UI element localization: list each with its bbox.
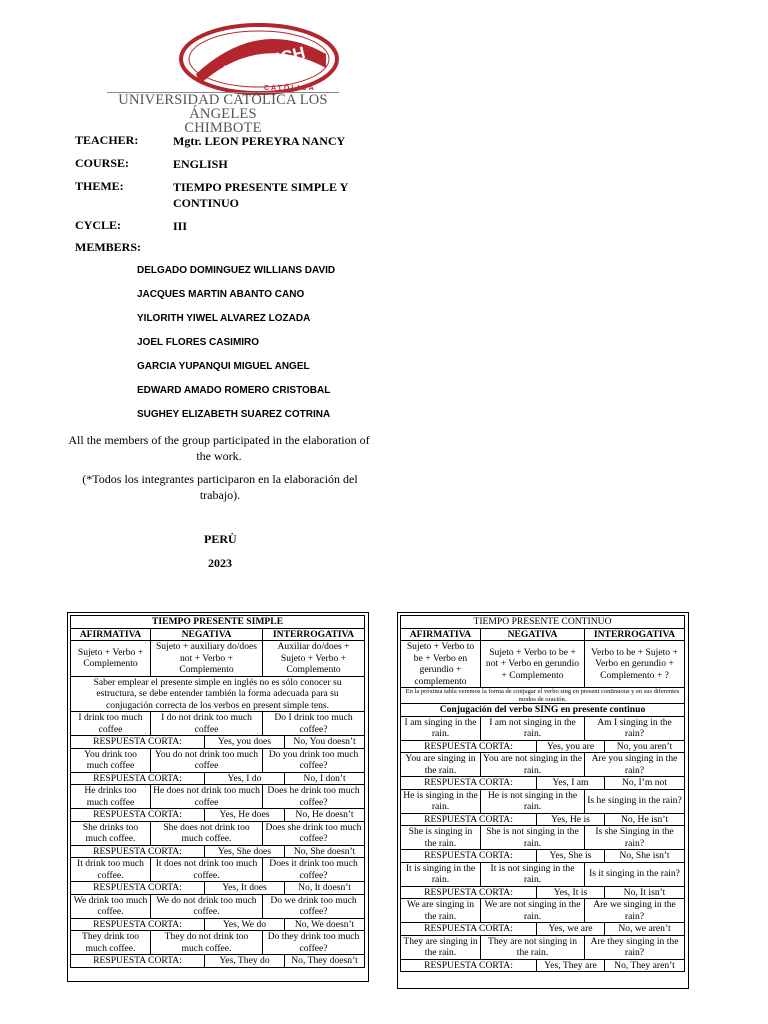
short-answer-row (71, 955, 365, 968)
short-answer-no: No, you aren’t (605, 740, 685, 753)
affirmative-cell: I am singing in the rain. (401, 716, 481, 740)
affirmative-cell: It is singing in the rain. (401, 862, 481, 886)
course-value: ENGLISH (173, 157, 228, 171)
theme-label: THEME: (75, 179, 124, 193)
short-answer-no: No, He isn’t (605, 813, 685, 826)
members-list (137, 263, 335, 431)
university-name (100, 93, 346, 135)
table-note: En la próxima tabla veremos la forma de conjugar el verbo sing en present continuous y en sus diferentes modos de oración. (401, 688, 685, 704)
affirmative-cell: You drink too much coffee (71, 748, 151, 772)
short-answer-row (71, 918, 365, 931)
short-answer-label: RESPUESTA CORTA: (401, 850, 537, 863)
interrogative-cell: Does he drink too much coffee? (263, 785, 365, 809)
formula-negative: Sujeto + auxiliary do/does not + Verbo + Complemento (151, 641, 263, 677)
formula-affirmative: Sujeto + Verbo to be + Verbo en gerundio + complemento (401, 641, 481, 688)
logo-text: ULADECH (221, 42, 308, 82)
table-row (71, 858, 365, 882)
table-row (71, 785, 365, 809)
short-answer-label: RESPUESTA CORTA: (401, 959, 537, 972)
header-interrogative: INTERROGATIVA (263, 628, 365, 641)
member-name: JOEL FLORES CASIMIRO (137, 337, 260, 348)
short-answer-label: RESPUESTA CORTA: (401, 813, 537, 826)
formula-affirmative: Sujeto + Verbo + Complemento (71, 641, 151, 677)
cycle-value: III (173, 219, 188, 233)
simple-rows (71, 712, 365, 968)
negative-cell: She does not drink too much coffee. (151, 821, 263, 845)
affirmative-cell: It drink too much coffee. (71, 858, 151, 882)
short-answer-yes: Yes, They are (537, 959, 605, 972)
short-answer-row (401, 777, 685, 790)
participation-note-english: All the members of the group participated in the elaboration of the work. (68, 433, 370, 463)
negative-cell: It does not drink too much coffee. (151, 858, 263, 882)
header-interrogative: INTERROGATIVA (585, 628, 685, 641)
affirmative-cell: She drinks too much coffee. (71, 821, 151, 845)
short-answer-row (71, 809, 365, 822)
affirmative-cell: He is singing in the rain. (401, 789, 481, 813)
negative-cell: We do not drink too much coffee. (151, 894, 263, 918)
short-answer-row (401, 886, 685, 899)
short-answer-yes: Yes, She is (537, 850, 605, 863)
affirmative-cell: We drink too much coffee. (71, 894, 151, 918)
interrogative-cell: Are they singing in the rain? (585, 935, 685, 959)
short-answer-no: No, They aren’t (605, 959, 685, 972)
short-answer-no: No, She isn’t (605, 850, 685, 863)
short-answer-row (401, 923, 685, 936)
short-answer-yes: Yes, we are (537, 923, 605, 936)
member-name: DELGADO DOMINGUEZ WILLIANS DAVID (137, 265, 336, 276)
affirmative-cell: I drink too much coffee (71, 712, 151, 736)
short-answer-label: RESPUESTA CORTA: (71, 845, 205, 858)
short-answer-yes: Yes, I am (537, 777, 605, 790)
table-row (71, 931, 365, 955)
affirmative-cell: He drinks too much coffee (71, 785, 151, 809)
negative-cell: He is not singing in the rain. (481, 789, 585, 813)
negative-cell: I am not singing in the rain. (481, 716, 585, 740)
short-answer-row (401, 740, 685, 753)
short-answer-label: RESPUESTA CORTA: (401, 777, 537, 790)
table-row (401, 789, 685, 813)
interrogative-cell: Do you drink too much coffee? (263, 748, 365, 772)
affirmative-cell: You are singing in the rain. (401, 753, 481, 777)
university-line2: CHIMBOTE (184, 120, 262, 136)
theme-value: TIEMPO PRESENTE SIMPLE Y CONTINUO (173, 180, 348, 210)
short-answer-yes: Yes, It is (537, 886, 605, 899)
affirmative-cell: They are singing in the rain. (401, 935, 481, 959)
simple-present-table (70, 615, 365, 968)
table-subtitle: Conjugación del verbo SING en presente continuo (401, 704, 685, 717)
short-answer-label: RESPUESTA CORTA: (71, 772, 205, 785)
teacher-value: Mgtr. LEON PEREYRA NANCY (173, 134, 346, 148)
short-answer-no: No, we aren’t (605, 923, 685, 936)
interrogative-cell: Is he singing in the rain? (585, 789, 685, 813)
header-affirmative: AFIRMATIVA (71, 628, 151, 641)
negative-cell: He does not drink too much coffee (151, 785, 263, 809)
table-row (71, 748, 365, 772)
negative-cell: They are not singing in the rain. (481, 935, 585, 959)
short-answer-label: RESPUESTA CORTA: (71, 882, 205, 895)
interrogative-cell: Is she Singing in the rain? (585, 826, 685, 850)
short-answer-label: RESPUESTA CORTA: (401, 923, 537, 936)
short-answer-no: No, She doesn’t (285, 845, 365, 858)
short-answer-row (401, 850, 685, 863)
short-answer-yes: Yes, We do (205, 918, 285, 931)
member-name: JACQUES MARTIN ABANTO CANO (137, 289, 305, 300)
short-answer-row (71, 882, 365, 895)
participation-note-spanish: (*Todos los integrantes participaron en la elaboración del trabajo). (82, 472, 358, 502)
short-answer-yes: Yes, I do (205, 772, 285, 785)
interrogative-cell: Does she drink too much coffee? (263, 821, 365, 845)
cycle-label: CYCLE: (75, 218, 122, 232)
negative-cell: They do not drink too much coffee. (151, 931, 263, 955)
short-answer-yes: Yes, you are (537, 740, 605, 753)
table-row (401, 753, 685, 777)
short-answer-yes: Yes, you does (205, 736, 285, 749)
university-logo (176, 22, 342, 96)
table-row (401, 935, 685, 959)
short-answer-no: No, You doesn’t (285, 736, 365, 749)
interrogative-cell: Do I drink too much coffee? (263, 712, 365, 736)
uladech-seal-icon (176, 22, 342, 96)
affirmative-cell: They drink too much coffee. (71, 931, 151, 955)
short-answer-yes: Yes, It does (205, 882, 285, 895)
member-name: EDWARD AMADO ROMERO CRISTOBAL (137, 385, 331, 396)
short-answer-no: No, I’m not (605, 777, 685, 790)
member-name: SUGHEY ELIZABETH SUAREZ COTRINA (137, 409, 331, 420)
formula-interrogative: Verbo to be + Sujeto + Verbo en gerundio + Complemento + ? (585, 641, 685, 688)
header-affirmative: AFIRMATIVA (401, 628, 481, 641)
formula-interrogative: Auxiliar do/does + Sujeto + Verbo + Complemento (263, 641, 365, 677)
short-answer-label: RESPUESTA CORTA: (401, 740, 537, 753)
table-title: TIEMPO PRESENTE CONTINUO (401, 616, 685, 629)
short-answer-no: No, He doesn’t (285, 809, 365, 822)
short-answer-label: RESPUESTA CORTA: (401, 886, 537, 899)
members-label: MEMBERS: (75, 240, 141, 254)
short-answer-label: RESPUESTA CORTA: (71, 955, 205, 968)
interrogative-cell: Do they drink too much coffee? (263, 931, 365, 955)
formula-negative: Sujeto + Verbo to be + not + Verbo en gerundio + Complemento (481, 641, 585, 688)
negative-cell: I do not drink too much coffee (151, 712, 263, 736)
short-answer-label: RESPUESTA CORTA: (71, 809, 205, 822)
short-answer-yes: Yes, He does (205, 809, 285, 822)
teacher-label: TEACHER: (75, 133, 139, 147)
interrogative-cell: Do we drink too much coffee? (263, 894, 365, 918)
table-row (401, 716, 685, 740)
table-row (71, 712, 365, 736)
year: 2023 (208, 556, 232, 570)
affirmative-cell: We are singing in the rain. (401, 899, 481, 923)
short-answer-yes: Yes, He is (537, 813, 605, 826)
short-answer-label: RESPUESTA CORTA: (71, 918, 205, 931)
table-row (401, 862, 685, 886)
table-row (401, 826, 685, 850)
short-answer-yes: Yes, They do (205, 955, 285, 968)
member-name: YILORITH YIWEL ALVAREZ LOZADA (137, 313, 311, 324)
negative-cell: You do not drink too much coffee (151, 748, 263, 772)
interrogative-cell: Are you singing in the rain? (585, 753, 685, 777)
short-answer-yes: Yes, She does (205, 845, 285, 858)
short-answer-row (71, 845, 365, 858)
member-name: GARCIA YUPANQUI MIGUEL ANGEL (137, 361, 310, 372)
short-answer-label: RESPUESTA CORTA: (71, 736, 205, 749)
interrogative-cell: Does it drink too much coffee? (263, 858, 365, 882)
present-continuous-table (400, 615, 685, 972)
negative-cell: We are not singing in the rain. (481, 899, 585, 923)
continuous-rows (401, 716, 685, 972)
interrogative-cell: Is it singing in the rain? (585, 862, 685, 886)
table-title: TIEMPO PRESENTE SIMPLE (71, 616, 365, 629)
interrogative-cell: Am I singing in the rain? (585, 716, 685, 740)
header-negative: NEGATIVA (481, 628, 585, 641)
negative-cell: You are not singing in the rain. (481, 753, 585, 777)
negative-cell: She is not singing in the rain. (481, 826, 585, 850)
short-answer-row (71, 736, 365, 749)
short-answer-row (401, 959, 685, 972)
university-line1: UNIVERSIDAD CATÓLICA LOS ÁNGELES (118, 92, 328, 122)
affirmative-cell: She is singing in the rain. (401, 826, 481, 850)
header-negative: NEGATIVA (151, 628, 263, 641)
short-answer-no: No, It isn’t (605, 886, 685, 899)
table-row (71, 894, 365, 918)
country: PERÙ (204, 532, 237, 546)
negative-cell: It is not singing in the rain. (481, 862, 585, 886)
table-row (71, 821, 365, 845)
course-label: COURSE: (75, 156, 130, 170)
short-answer-row (401, 813, 685, 826)
table-explanation: Saber emplear el presente simple en inglés no es sólo conocer su estructura, se debe entender también la forma adecuada para su conjugación correcta de los verbos en present simple tens. (71, 676, 365, 712)
short-answer-no: No, They doesn’t (285, 955, 365, 968)
short-answer-no: No, It doesn’t (285, 882, 365, 895)
short-answer-no: No, I don’t (285, 772, 365, 785)
logo-subtext: CATÓLICA (264, 85, 316, 92)
table-row (401, 899, 685, 923)
short-answer-row (71, 772, 365, 785)
short-answer-no: No, We doesn’t (285, 918, 365, 931)
interrogative-cell: Are we singing in the rain? (585, 899, 685, 923)
